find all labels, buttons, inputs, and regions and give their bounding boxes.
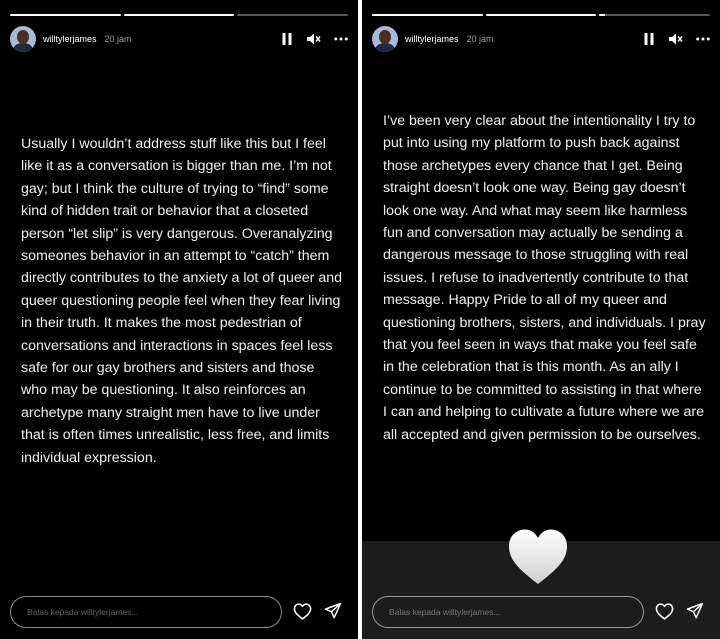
reply-placeholder: Balas kepada willtylerjames... [27,607,139,617]
username[interactable]: willtylerjames [405,34,459,44]
story-progress [10,14,348,16]
reply-input[interactable] [372,596,644,628]
more-icon[interactable] [334,32,348,46]
heart-icon[interactable] [654,601,674,621]
send-icon[interactable] [323,601,343,621]
progress-segment [237,14,348,16]
avatar[interactable] [372,26,398,52]
more-icon[interactable] [696,32,710,46]
progress-segment [599,14,710,16]
white-heart-sticker[interactable] [507,528,569,586]
mute-icon[interactable] [669,32,683,46]
mute-icon[interactable] [307,32,321,46]
send-icon[interactable] [685,601,705,621]
progress-segment [372,14,483,16]
pause-icon[interactable] [280,32,294,46]
story-panel-right[interactable] [362,0,720,639]
username[interactable]: willtylerjames [43,34,97,44]
progress-segment [124,14,235,16]
story-progress [372,14,710,16]
avatar[interactable] [10,26,36,52]
post-time: 20 jam [104,34,132,44]
post-time: 20 jam [466,34,494,44]
story-controls [642,32,710,46]
story-text: Usually I wouldn’t address stuff like this but I feel like it as a conversation is bigger than me. I’m not gay; but I think the culture of trying to “find” some kind of hidden trait or behavior that a closeted person “let slip” is very dangerous. Overanalyzing someones behavior in an attempt to “catch” them directly contributes to the anxiety a lot of queer and queer questioning people feel when they fear living in their truth. It makes the most pedestrian of conversations and interactions in spaces feel less safe for our gay brothers and sisters and those who may be questioning. It also reinforces an archetype many straight men have to live under that is often times unrealistic, less free, and limits individual expression. [21,136,342,466]
reply-placeholder: Balas kepada willtylerjames... [389,607,501,617]
story-controls [280,32,348,46]
reply-input[interactable] [10,596,282,628]
progress-segment [486,14,597,16]
story-header [10,26,348,52]
progress-segment [10,14,121,16]
heart-icon[interactable] [292,601,312,621]
story-header [372,26,710,52]
pause-icon[interactable] [642,32,656,46]
story-panel-left[interactable] [0,0,358,639]
story-text: I’ve been very clear about the intentionality I try to put into using my platform to push back against those archetypes every chance that I get. Being straight doesn’t look one way. Being gay doesn’t look one way. And what may seem like harmless fun and conversation may actually be sending a dangerous message to those struggling with real issues. I refuse to inadvertently contribute to that message. Happy Pride to all of my queer and questioning brothers, sisters, and individuals. I pray that you feel seen in ways that make you feel safe in the celebration that is this month. As an ally I continue to be committed to assisting in that where I can and helping to cultivate a future where we are all accepted and given permission to be ourselves. [383,113,706,443]
